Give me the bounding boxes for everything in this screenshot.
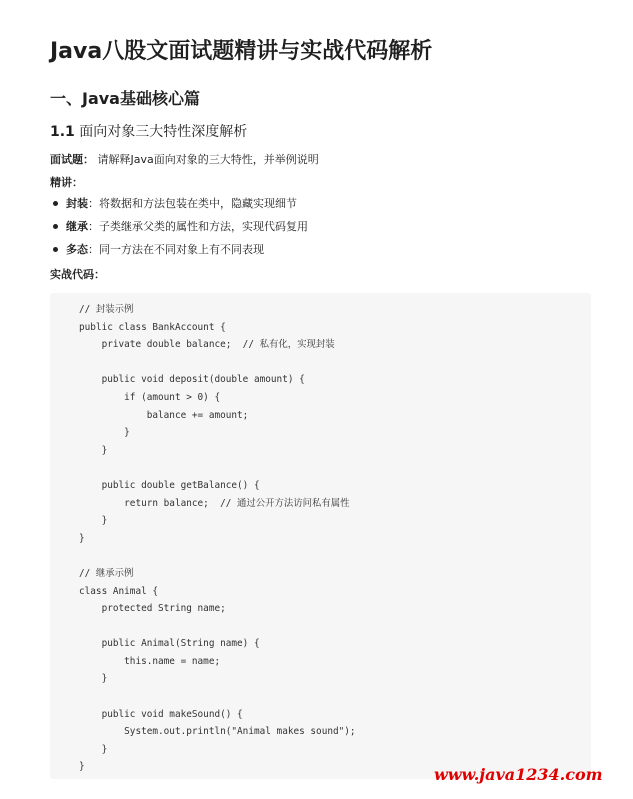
bullet-icon — [53, 201, 58, 206]
list-item-text: ：将数据和方法包装在类中，隐藏实现细节 — [88, 197, 297, 210]
code-line: } — [79, 444, 108, 456]
doc-title: Java八股文面试题精讲与实战代码解析 — [50, 39, 433, 64]
code-line: protected String name; — [79, 603, 226, 615]
code-line: if (amount > 0) { — [79, 391, 221, 403]
list-item-text: ：同一方法在不同对象上有不同表现 — [88, 243, 264, 256]
list-item — [50, 243, 308, 266]
code-line: public void deposit(double amount) { — [79, 374, 305, 386]
explain-label: 精讲： — [50, 176, 83, 189]
section-heading: 一、Java基础核心篇 — [50, 89, 200, 108]
code-line: // 封装示例 — [79, 304, 134, 315]
question-text: 请解释Java面向对象的三大特性，并举例说明 — [94, 153, 319, 166]
subsection-heading — [50, 121, 247, 141]
code-line: return balance; // 通过公开方法访问私有属性 — [79, 497, 350, 509]
code-line: } — [79, 743, 108, 755]
code-line: } — [79, 761, 85, 773]
list-item — [50, 220, 308, 243]
list-item — [50, 197, 308, 220]
code-line: } — [79, 532, 85, 544]
list-item-term: 多态 — [66, 243, 88, 256]
list-item-text: ：子类继承父类的属性和方法，实现代码复用 — [88, 220, 308, 233]
code-label: 实战代码： — [50, 268, 105, 281]
bullet-icon — [53, 224, 58, 229]
subsection-number: 1.1 — [50, 124, 75, 140]
code-line: } — [79, 427, 130, 439]
code-line: public Animal(String name) { — [79, 638, 260, 650]
code-line: public class BankAccount { — [79, 321, 226, 333]
feature-list — [50, 197, 308, 266]
code-block — [50, 293, 591, 779]
list-item-term: 封装 — [66, 197, 88, 210]
question-line — [50, 151, 319, 167]
code-line: } — [79, 673, 108, 685]
code-line: } — [79, 515, 108, 527]
code-line: balance += amount; — [79, 409, 249, 421]
code-line: public void makeSound() { — [79, 708, 243, 720]
question-label: 面试题： — [50, 153, 94, 166]
code-line: this.name = name; — [79, 655, 221, 667]
subsection-title: 面向对象三大特性深度解析 — [74, 124, 248, 140]
watermark: www.java1234.com — [434, 765, 603, 784]
bullet-icon — [53, 247, 58, 252]
code-line: System.out.println("Animal makes sound"); — [79, 726, 356, 738]
code-line: // 继承示例 — [79, 567, 134, 579]
code-line: class Animal { — [79, 585, 159, 597]
list-item-term: 继承 — [66, 220, 88, 233]
code-text — [50, 293, 591, 776]
code-line: public double getBalance() { — [79, 479, 260, 491]
code-line: private double balance; // 私有化，实现封装 — [79, 339, 335, 351]
